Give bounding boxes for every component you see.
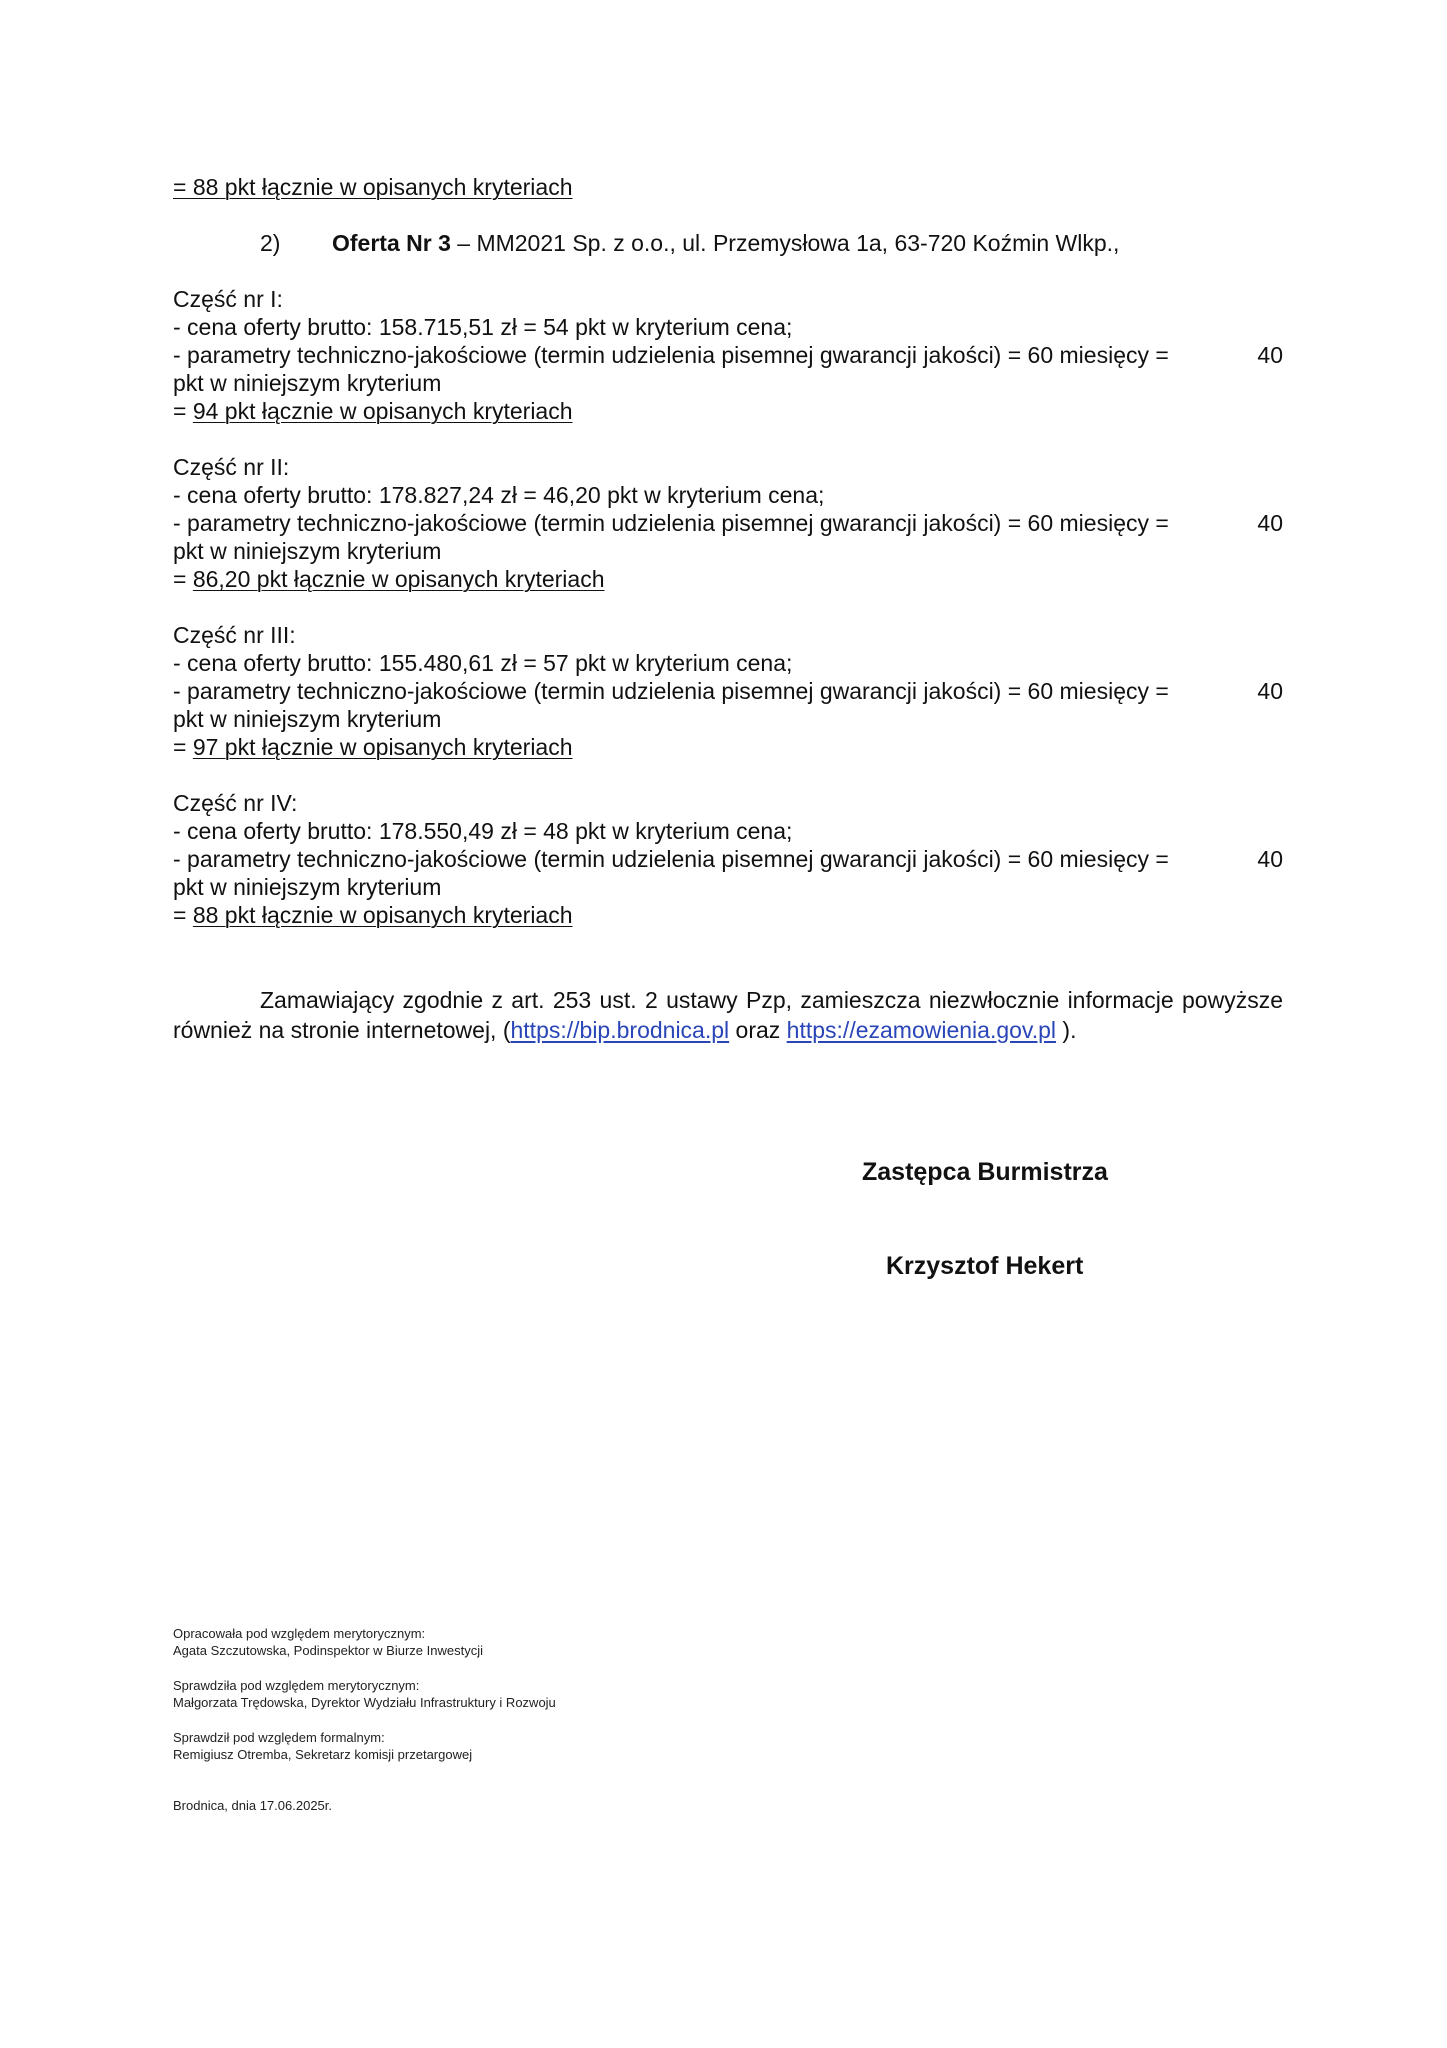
params-text: - parametry techniczno-jakościowe (termin udzielenia pisemnej gwarancji jakości) = 60 miesięcy = — [173, 846, 1169, 872]
offer-company: – MM2021 Sp. z o.o., ul. Przemysłowa 1a, 63-720 Koźmin Wlkp., — [450, 230, 1120, 256]
params-text: - parametry techniczno-jakościowe (termin udzielenia pisemnej gwarancji jakości) = 60 miesięcy = — [173, 342, 1169, 368]
part-heading: Część nr II: — [173, 454, 290, 480]
params-points: 40 — [1257, 846, 1283, 872]
params-text: - parametry techniczno-jakościowe (termin udzielenia pisemnej gwarancji jakości) = 60 miesięcy = — [173, 510, 1169, 536]
params-criterion: pkt w niniejszym kryterium — [173, 706, 442, 732]
params-criterion: pkt w niniejszym kryterium — [173, 538, 442, 564]
params-points: 40 — [1257, 510, 1283, 536]
params-line — [173, 845, 1283, 873]
offer-heading — [260, 229, 1119, 257]
params-points: 40 — [1257, 342, 1283, 368]
price-line: - cena oferty brutto: 155.480,61 zł = 57 pkt w kryterium cena; — [173, 650, 793, 676]
part-total: = 86,20 pkt łącznie w opisanych kryteriach — [173, 566, 605, 592]
params-criterion: pkt w niniejszym kryterium — [173, 370, 442, 396]
part-heading: Część nr I: — [173, 286, 283, 312]
part-total: = 88 pkt łącznie w opisanych kryteriach — [173, 902, 573, 928]
params-criterion: pkt w niniejszym kryterium — [173, 874, 442, 900]
offer-number: 2) — [260, 230, 281, 256]
price-line: - cena oferty brutto: 178.550,49 zł = 48 pkt w kryterium cena; — [173, 818, 793, 844]
bip-link[interactable]: https://bip.brodnica.pl — [510, 1017, 730, 1043]
footer-formal-label: Sprawdził pod względem formalnym: — [173, 1730, 385, 1745]
ezamowienia-link[interactable]: https://ezamowienia.gov.pl — [786, 1017, 1057, 1043]
params-line — [173, 341, 1283, 369]
price-line: - cena oferty brutto: 158.715,51 zł = 54 pkt w kryterium cena; — [173, 314, 793, 340]
part-total: = 97 pkt łącznie w opisanych kryteriach — [173, 734, 573, 760]
footer-checked-person: Małgorzata Trędowska, Dyrektor Wydziału Infrastruktury i Rozwoju — [173, 1695, 556, 1710]
signature-name: Krzysztof Hekert — [886, 1252, 1084, 1280]
part-heading: Część nr IV: — [173, 790, 298, 816]
place-date: Brodnica, dnia 17.06.2025r. — [173, 1798, 333, 1813]
params-text: - parametry techniczno-jakościowe (termin udzielenia pisemnej gwarancji jakości) = 60 miesięcy = — [173, 678, 1169, 704]
part-heading: Część nr III: — [173, 622, 296, 648]
footer-prepared-label: Opracowała pod względem merytorycznym: — [173, 1626, 426, 1641]
params-line — [173, 509, 1283, 537]
footer-prepared-person: Agata Szczutowska, Podinspektor w Biurze Inwestycji — [173, 1643, 483, 1658]
part-total: = 94 pkt łącznie w opisanych kryteriach — [173, 398, 573, 424]
previous-offer-total: = 88 pkt łącznie w opisanych kryteriach — [173, 174, 573, 200]
signature-role: Zastępca Burmistrza — [862, 1158, 1108, 1186]
footer-formal-person: Remigiusz Otremba, Sekretarz komisji przetargowej — [173, 1747, 473, 1762]
price-line: - cena oferty brutto: 178.827,24 zł = 46,20 pkt w kryterium cena; — [173, 482, 825, 508]
footer-checked-label: Sprawdziła pod względem merytorycznym: — [173, 1678, 420, 1693]
params-points: 40 — [1257, 678, 1283, 704]
offer-title: Oferta Nr 3 — [332, 230, 451, 256]
params-line — [173, 677, 1283, 705]
notice-paragraph: Zamawiający zgodnie z art. 253 ust. 2 ustawy Pzp, zamieszcza niezwłocznie informacje powyższe również na stronie internetowej, (https://bip.brodnica.pl oraz https://ezamowienia.gov.pl ). — [173, 987, 1283, 1043]
